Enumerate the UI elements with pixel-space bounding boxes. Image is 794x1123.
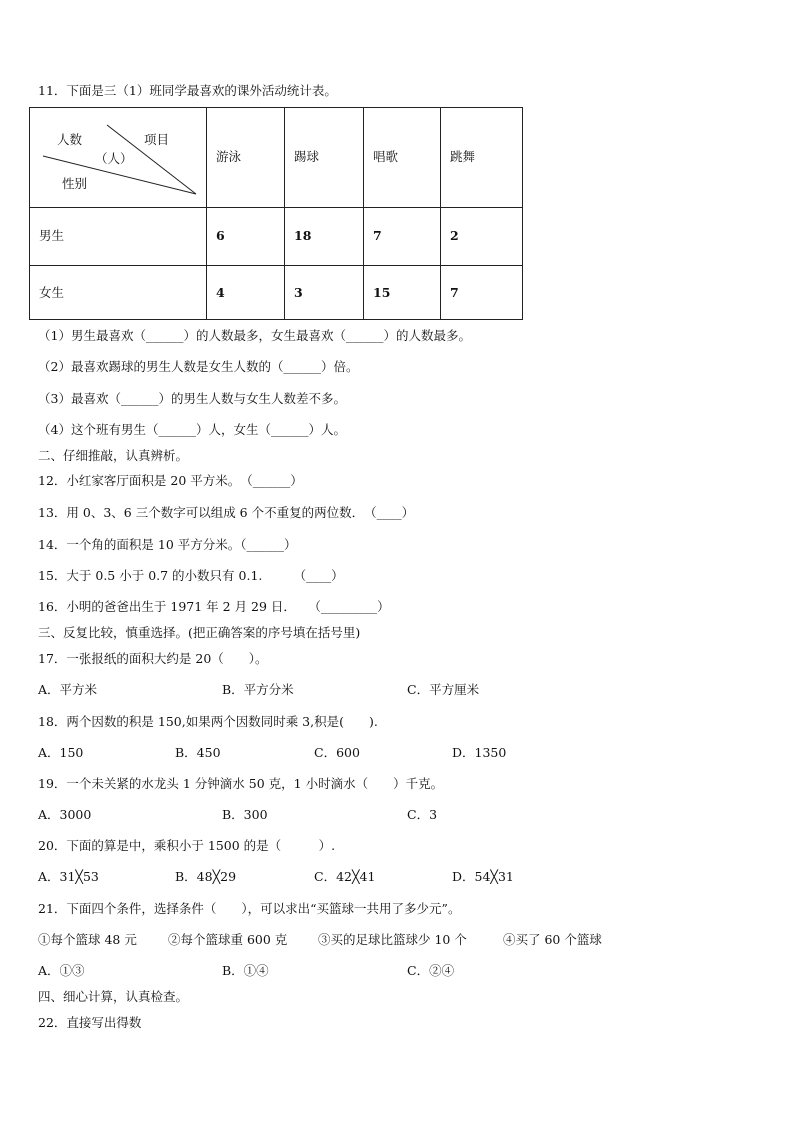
q18-option-a: A．150 xyxy=(38,745,84,760)
q16: 16．小明的爸爸出生于 1971 年 2 月 29 日． （_________） xyxy=(38,599,390,614)
col-header-football: 踢球 xyxy=(294,149,320,164)
q20-option-a: A．31╳53 xyxy=(38,869,99,884)
cell-girls-dance: 7 xyxy=(450,285,459,300)
q19-stem: 19．一个未关紧的水龙头 1 分钟滴水 50 克，1 小时滴水（ ）千克。 xyxy=(38,776,444,791)
table-col-line-4 xyxy=(440,107,441,320)
cell-boys-football: 18 xyxy=(294,228,312,243)
q21-option-b: B．①④ xyxy=(222,963,269,978)
cell-boys-sing: 7 xyxy=(373,228,382,243)
table-border-right xyxy=(522,107,523,320)
cell-boys-swim: 6 xyxy=(216,228,225,243)
col-header-sing: 唱歌 xyxy=(373,149,399,164)
q11-sub-3: （3）最喜欢（______）的男生人数与女生人数差不多。 xyxy=(38,391,346,406)
q21-option-a: A．①③ xyxy=(38,963,85,978)
q18-option-d: D．1350 xyxy=(452,745,507,760)
cell-girls-sing: 15 xyxy=(373,285,391,300)
q11-sub-1: （1）男生最喜欢（______）的人数最多，女生最喜欢（______）的人数最多。 xyxy=(38,328,471,343)
header-gender: 性别 xyxy=(62,176,88,191)
table-col-line-3 xyxy=(363,107,364,320)
q18-stem: 18．两个因数的积是 150,如果两个因数同时乘 3,积是( ). xyxy=(38,714,378,729)
q11-sub-4: （4）这个班有男生（______）人，女生（______）人。 xyxy=(38,422,346,437)
q21-condition-2: ②每个篮球重 600 克 xyxy=(168,932,288,947)
row-label-boys: 男生 xyxy=(39,228,65,243)
activity-table xyxy=(29,107,523,320)
table-border-bottom xyxy=(29,319,523,320)
q20-stem: 20．下面的算是中，乘积小于 1500 的是（ ）. xyxy=(38,838,336,853)
cell-girls-football: 3 xyxy=(294,285,303,300)
q15: 15．大于 0.5 小于 0.7 的小数只有 0.1. （____） xyxy=(38,568,344,583)
header-unit: （人） xyxy=(95,151,133,166)
q13: 13．用 0、3、6 三个数字可以组成 6 个不重复的两位数． （____） xyxy=(38,505,415,520)
cell-boys-dance: 2 xyxy=(450,228,459,243)
q11-sub-2: （2）最喜欢踢球的男生人数是女生人数的（______）倍。 xyxy=(38,359,359,374)
q17-option-b: B．平方分米 xyxy=(222,682,294,697)
section-2-heading: 二、仔细推敲，认真辨析。 xyxy=(38,448,189,463)
cell-girls-swim: 4 xyxy=(216,285,225,300)
section-3-heading: 三、反复比较，慎重选择。(把正确答案的序号填在括号里) xyxy=(38,625,361,640)
table-col-line-2 xyxy=(284,107,285,320)
q18-option-c: C．600 xyxy=(314,745,360,760)
q21-condition-4: ④买了 60 个篮球 xyxy=(503,932,602,947)
q21-stem: 21．下面四个条件，选择条件（ ），可以求出“买篮球一共用了多少元”。 xyxy=(38,901,461,916)
header-item: 项目 xyxy=(144,132,170,147)
header-people: 人数 xyxy=(57,132,83,147)
q21-option-c: C．②④ xyxy=(407,963,455,978)
q22: 22．直接写出得数 xyxy=(38,1015,142,1030)
q19-option-c: C．3 xyxy=(407,807,438,822)
row-label-girls: 女生 xyxy=(39,285,65,300)
q14: 14．一个角的面积是 10 平方分米。（______） xyxy=(38,537,297,552)
q21-condition-3: ③买的足球比篮球少 10 个 xyxy=(318,932,467,947)
q11-title: 11．下面是三（1）班同学最喜欢的课外活动统计表。 xyxy=(38,83,337,98)
q18-option-b: B．450 xyxy=(175,745,221,760)
q20-option-c: C．42╳41 xyxy=(314,869,376,884)
table-border-mid xyxy=(29,265,523,266)
q20-option-b: B．48╳29 xyxy=(175,869,237,884)
q17-option-a: A．平方米 xyxy=(38,682,98,697)
q19-option-a: A．3000 xyxy=(38,807,92,822)
table-col-line-1 xyxy=(206,107,207,320)
q12: 12．小红家客厅面积是 20 平方米。 （______） xyxy=(38,473,303,488)
q21-condition-1: ①每个篮球 48 元 xyxy=(38,932,137,947)
section-4-heading: 四、细心计算，认真检查。 xyxy=(38,989,189,1004)
table-border-header xyxy=(29,207,523,208)
q17-option-c: C．平方厘米 xyxy=(407,682,480,697)
q20-option-d: D．54╳31 xyxy=(452,869,514,884)
col-header-swim: 游泳 xyxy=(216,149,242,164)
col-header-dance: 跳舞 xyxy=(450,149,476,164)
q17-stem: 17．一张报纸的面积大约是 20（ ）。 xyxy=(38,651,268,666)
q19-option-b: B．300 xyxy=(222,807,268,822)
